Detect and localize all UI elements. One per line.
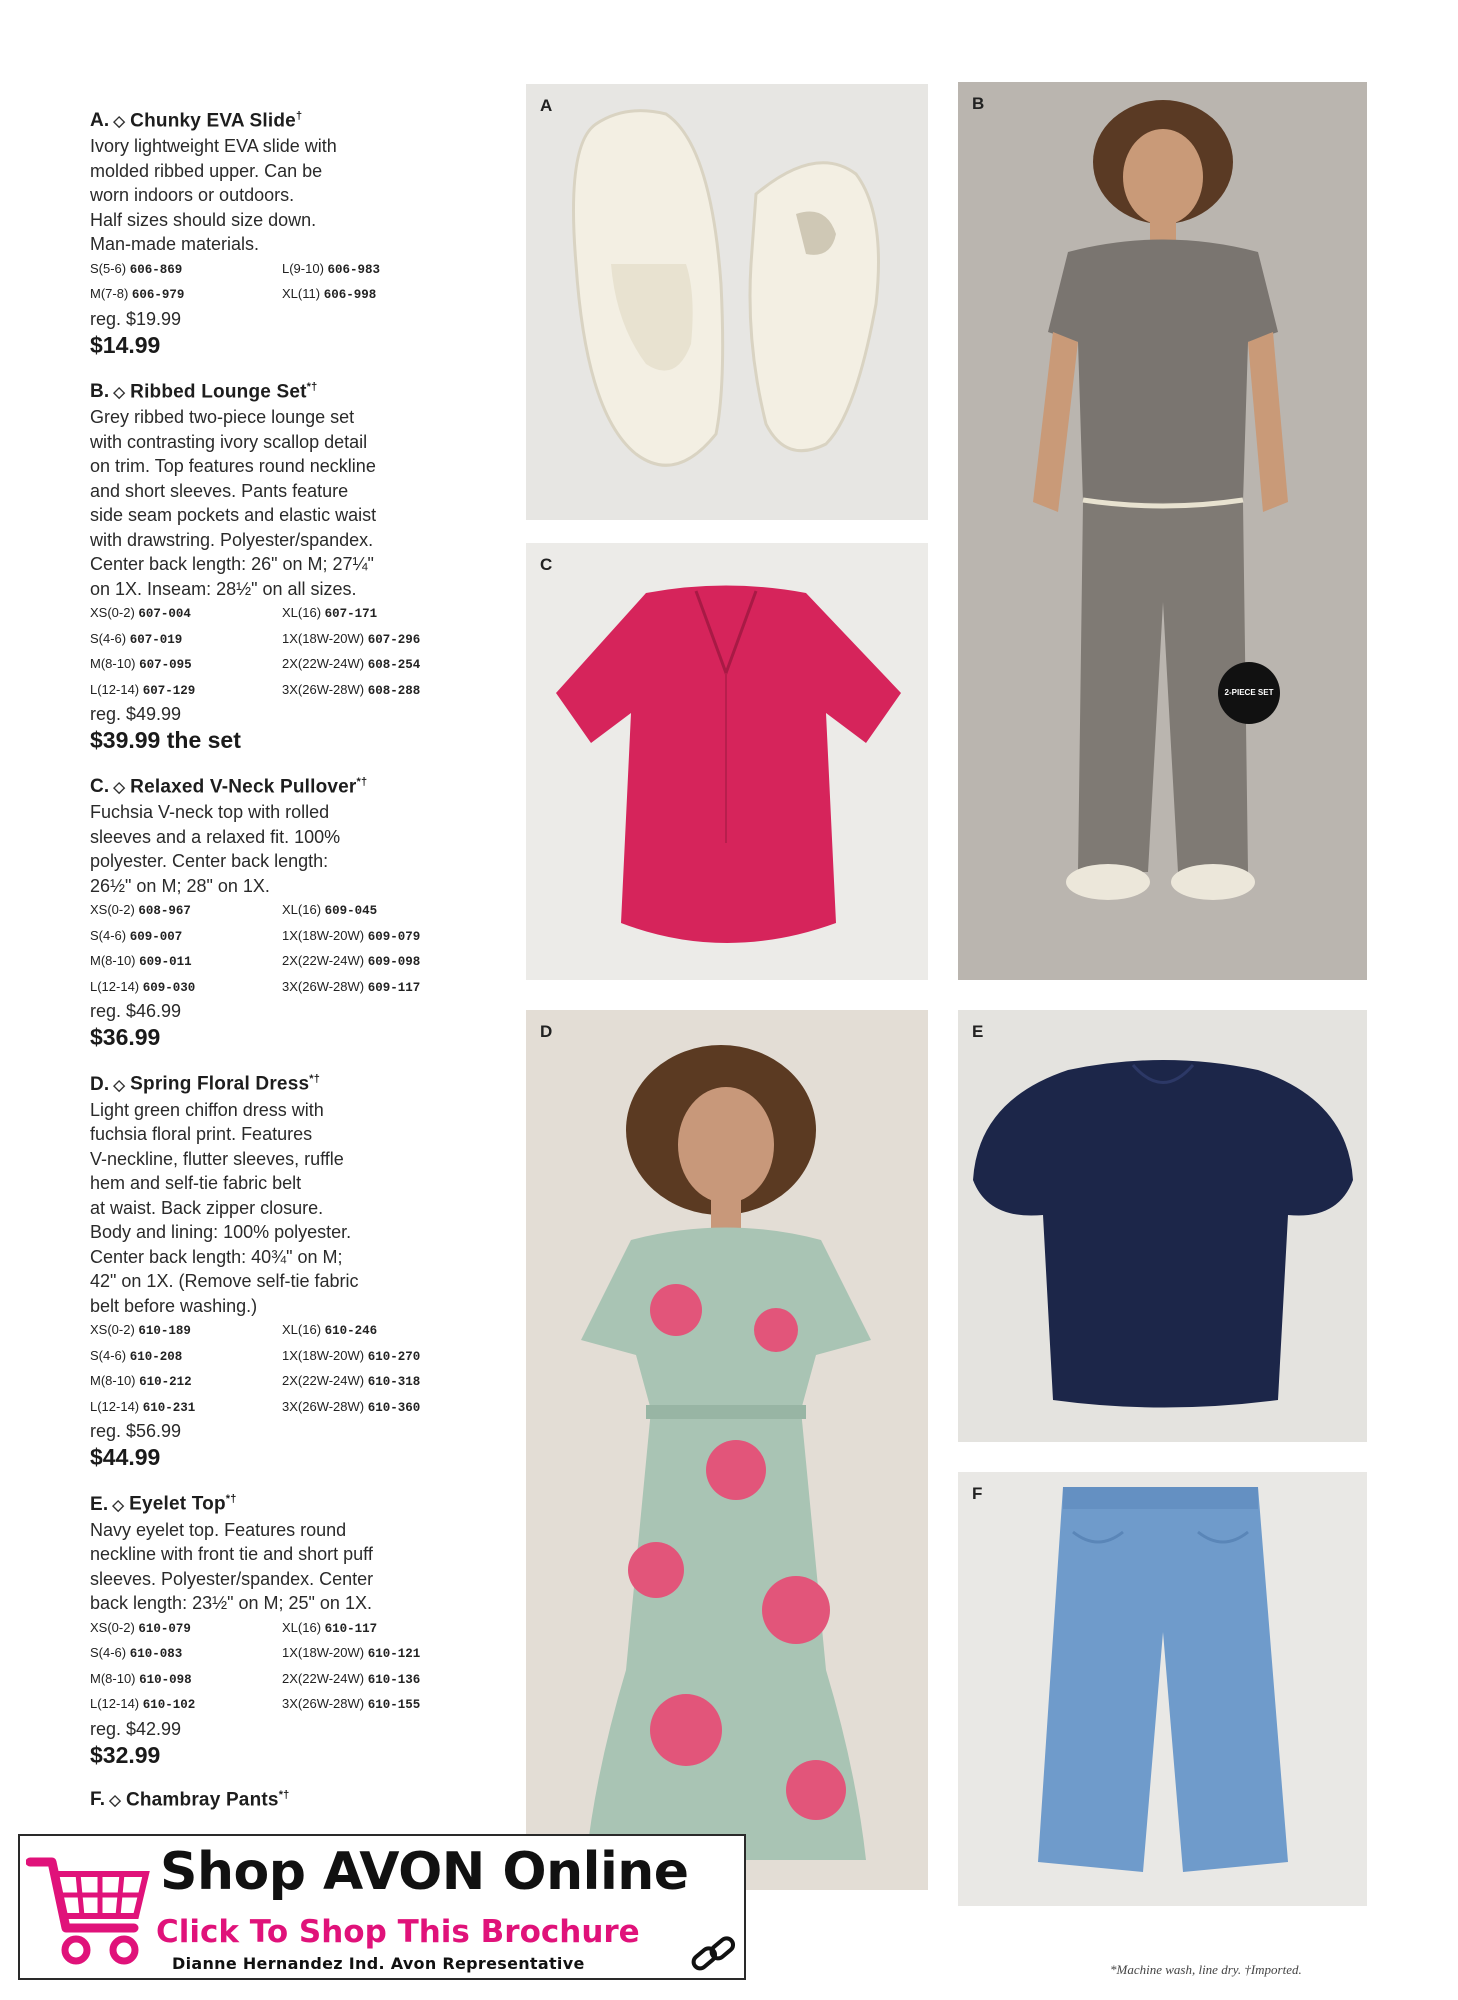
- eyelet-top-illustration: [958, 1010, 1367, 1442]
- product-a-description: Ivory lightweight EVA slide with molded ribbed upper. Can be worn indoors or outdoors. Half sizes should size down. Man-made materials.: [90, 136, 337, 255]
- panel-d-dress-image[interactable]: [526, 1010, 928, 1890]
- product-descriptions: [90, 104, 500, 1827]
- size-entry: 1X(18W-20W) 609-079: [282, 927, 421, 944]
- product-a: [90, 104, 500, 361]
- size-entry: 2X(22W-24W) 610-136: [282, 1670, 421, 1687]
- dress-illustration: [526, 1010, 928, 1890]
- size-entry: 2X(22W-24W) 608-254: [282, 656, 421, 673]
- product-e-sizes: [90, 1616, 500, 1718]
- size-entry: S(5-6) 606-869: [90, 260, 183, 277]
- product-b: [90, 375, 500, 756]
- product-e-title: E. ◇ Eyelet Top*†: [90, 1493, 237, 1515]
- product-d: [90, 1067, 500, 1473]
- panel-f-chambray-pants-image[interactable]: [958, 1472, 1367, 1906]
- size-entry: XS(0-2) 608-967: [90, 902, 191, 919]
- diamond-icon: ◇: [112, 1496, 125, 1514]
- size-entry: L(12-14) 607-129: [90, 681, 196, 698]
- product-a-price: $14.99: [90, 331, 161, 358]
- product-c-reg-price: reg. $46.99: [90, 1001, 182, 1022]
- shopping-cart-icon: [26, 1850, 152, 1968]
- panel-a-slides-image[interactable]: [526, 84, 928, 520]
- product-b-title: B. ◇ Ribbed Lounge Set*†: [90, 380, 318, 403]
- size-entry: XL(16) 610-117: [282, 1619, 378, 1636]
- size-entry: M(8-10) 607-095: [90, 656, 192, 673]
- diamond-icon: ◇: [113, 113, 126, 131]
- product-a-title: A. ◇ Chunky EVA Slide†: [90, 110, 303, 132]
- product-d-title: D. ◇ Spring Floral Dress*†: [90, 1073, 321, 1095]
- panel-a-label: A: [540, 96, 553, 115]
- product-f-title: F. ◇ Chambray Pants*†: [90, 1788, 290, 1810]
- size-entry: 1X(18W-20W) 610-270: [282, 1347, 421, 1364]
- panel-d-label: D: [540, 1022, 553, 1041]
- size-entry: 2X(22W-24W) 610-318: [282, 1373, 421, 1390]
- shop-avon-banner[interactable]: [18, 1834, 746, 1980]
- size-entry: L(12-14) 610-231: [90, 1398, 196, 1415]
- product-a-sizes: [90, 257, 500, 308]
- product-a-reg-price: reg. $19.99: [90, 308, 182, 329]
- product-b-reg-price: reg. $49.99: [90, 704, 182, 725]
- shop-brochure-link[interactable]: Click To Shop This Brochure: [156, 1914, 640, 1950]
- size-entry: S(4-6) 607-019: [90, 630, 183, 647]
- size-entry: XS(0-2) 610-189: [90, 1322, 191, 1339]
- panel-c-pullover-image[interactable]: [526, 543, 928, 980]
- size-entry: 3X(26W-28W) 610-360: [282, 1398, 421, 1415]
- size-entry: M(8-10) 610-098: [90, 1670, 192, 1687]
- size-entry: XS(0-2) 610-079: [90, 1619, 191, 1636]
- panel-b-label: B: [972, 94, 985, 113]
- diamond-icon: ◇: [109, 1791, 121, 1809]
- diamond-icon: ◇: [113, 779, 126, 797]
- size-entry: L(12-14) 610-102: [90, 1696, 196, 1713]
- product-d-sizes: [90, 1318, 500, 1420]
- size-entry: XL(16) 607-171: [282, 605, 378, 622]
- product-b-sizes: [90, 601, 500, 703]
- size-entry: 3X(26W-28W) 608-288: [282, 681, 421, 698]
- size-entry: 1X(18W-20W) 607-296: [282, 630, 421, 647]
- size-entry: 3X(26W-28W) 609-117: [282, 978, 421, 995]
- product-e: [90, 1487, 500, 1770]
- product-c-description: Fuchsia V-neck top with rolled sleeves and a relaxed fit. 100% polyester. Center back length: 26½" on M; 28" on 1X.: [90, 802, 341, 896]
- product-d-description: Light green chiffon dress with fuchsia floral print. Features V-neckline, flutter sleeves, ruffle hem and self-tie fabric belt at waist. Back zipper closure. Body and lining: 100% polyester. Center back length: 40¾" on M; 42" on 1X. (Remove self-tie fabric belt before washing.): [90, 1099, 359, 1316]
- product-d-reg-price: reg. $56.99: [90, 1421, 182, 1442]
- size-entry: 2X(22W-24W) 609-098: [282, 953, 421, 970]
- size-entry: 1X(18W-20W) 610-121: [282, 1645, 421, 1662]
- product-f: [90, 1783, 500, 1813]
- panel-f-label: F: [972, 1484, 983, 1503]
- lounge-set-illustration: [958, 82, 1367, 980]
- diamond-icon: ◇: [113, 1076, 126, 1094]
- representative-name: Dianne Hernandez Ind. Avon Representative: [172, 1954, 585, 1973]
- size-entry: XL(16) 609-045: [282, 902, 378, 919]
- panel-e-label: E: [972, 1022, 984, 1041]
- panel-c-label: C: [540, 555, 553, 574]
- size-entry: S(4-6) 610-083: [90, 1645, 183, 1662]
- size-entry: L(12-14) 609-030: [90, 978, 196, 995]
- chambray-pants-illustration: [958, 1472, 1367, 1906]
- product-e-description: Navy eyelet top. Features round neckline with front tie and short puff sleeves. Polyester/spandex. Center back length: 23½" on M; 25" on 1X.: [90, 1519, 374, 1614]
- product-c: [90, 770, 500, 1053]
- panel-b-lounge-set-image[interactable]: [958, 82, 1367, 980]
- size-entry: XL(16) 610-246: [282, 1322, 378, 1339]
- size-entry: M(7-8) 606-979: [90, 286, 185, 303]
- pullover-illustration: [526, 543, 928, 980]
- size-entry: XS(0-2) 607-004: [90, 605, 191, 622]
- slides-illustration: [526, 84, 928, 520]
- size-entry: S(4-6) 610-208: [90, 1347, 183, 1364]
- banner-title: Shop AVON Online: [160, 1842, 689, 1902]
- product-e-reg-price: reg. $42.99: [90, 1718, 182, 1739]
- care-footnote: *Machine wash, line dry. †Imported.: [1110, 1962, 1302, 1977]
- size-entry: XL(11) 606-998: [282, 286, 377, 303]
- size-entry: M(8-10) 610-212: [90, 1373, 192, 1390]
- product-c-sizes: [90, 898, 500, 1000]
- size-entry: 3X(26W-28W) 610-155: [282, 1696, 421, 1713]
- product-d-price: $44.99: [90, 1444, 161, 1471]
- panel-e-eyelet-top-image[interactable]: [958, 1010, 1367, 1442]
- product-b-price: $39.99 the set: [90, 727, 241, 754]
- diamond-icon: ◇: [113, 384, 126, 402]
- link-icon: [688, 1932, 738, 1976]
- product-c-title: C. ◇ Relaxed V-Neck Pullover*†: [90, 776, 368, 798]
- product-b-description: Grey ribbed two-piece lounge set with contrasting ivory scallop detail on trim. Top features round neckline and short sleeves. Pants feature side seam pockets and elastic waist with drawstring. Polyester/spandex. Center back length: 26" on M; 27¼" on 1X. Inseam: 28½" on all sizes.: [90, 407, 377, 599]
- two-piece-set-badge: 2-PIECE SET: [1218, 662, 1280, 724]
- size-entry: S(4-6) 609-007: [90, 927, 183, 944]
- size-entry: L(9-10) 606-983: [282, 260, 381, 277]
- size-entry: M(8-10) 609-011: [90, 953, 192, 970]
- product-c-price: $36.99: [90, 1024, 161, 1051]
- product-e-price: $32.99: [90, 1741, 161, 1768]
